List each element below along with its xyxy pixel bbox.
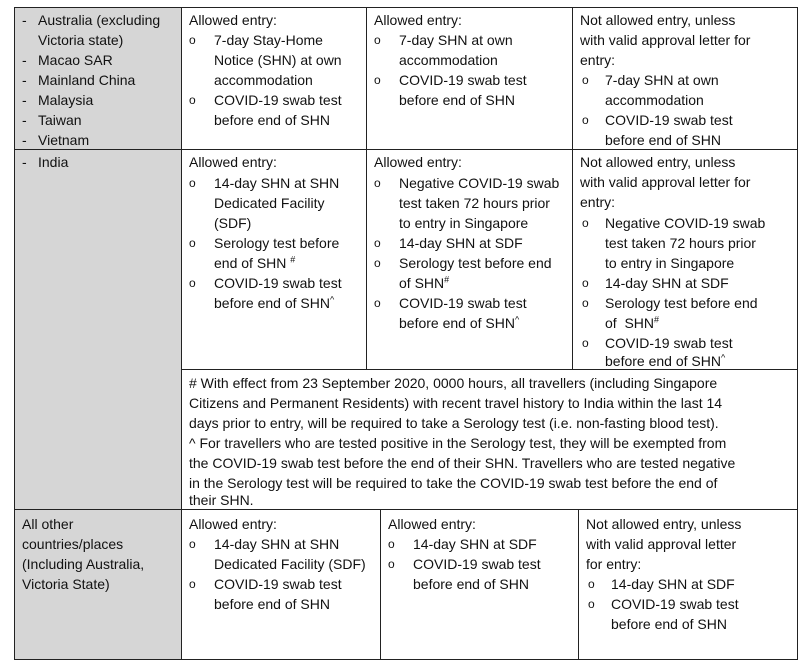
cell-heading: Not allowed entry, unless — [580, 12, 736, 28]
item-text: COVID-19 swab test — [611, 596, 739, 612]
footnote-marker: # — [444, 274, 450, 285]
dash: - — [22, 52, 27, 68]
cell-heading: for entry: — [586, 556, 642, 572]
item-text: before end of SHN — [214, 112, 330, 128]
dash: - — [22, 72, 27, 88]
item-text: before end of SHN^ — [399, 314, 520, 331]
dash: - — [22, 112, 27, 128]
item-text: of SHN# — [605, 314, 660, 331]
country-label: Victoria state) — [38, 32, 124, 48]
item-text: before end of SHN — [214, 596, 330, 612]
cell-heading: with valid approval letter — [586, 536, 737, 552]
cell-heading: with valid approval letter for — [580, 32, 751, 48]
bullet-icon: o — [374, 33, 381, 47]
footnote-marker: # — [654, 314, 660, 325]
item-text: 14-day SHN at SHN — [214, 175, 340, 191]
cell-heading: entry: — [580, 194, 616, 210]
cell-heading: with valid approval letter for — [580, 174, 751, 190]
country-label: Macao SAR — [38, 52, 113, 68]
cell-heading: Allowed entry: — [189, 12, 277, 28]
bullet-icon: o — [374, 73, 381, 87]
country-label: Taiwan — [38, 112, 82, 128]
bullet-icon: o — [582, 216, 589, 230]
country-label: (Including Australia, — [22, 556, 145, 572]
country-label: India — [38, 154, 69, 170]
footnote-marker: ^ — [329, 294, 335, 305]
bullet-icon: o — [582, 113, 589, 127]
footnote-line: Citizens and Permanent Residents) with recent travel history to India within the last 14 — [189, 395, 723, 411]
item-text: 7-day SHN at own — [605, 72, 719, 88]
item-text: COVID-19 swab test — [605, 112, 733, 128]
cell-heading: Allowed entry: — [374, 154, 462, 170]
item-text: before end of SHN^ — [214, 294, 335, 311]
footnote-marker: ^ — [720, 352, 726, 363]
item-text: test taken 72 hours prior — [605, 235, 756, 251]
item-text: before end of SHN — [605, 132, 721, 148]
item-text: 14-day SHN at SHN — [214, 536, 340, 552]
item-text: (SDF) — [214, 215, 252, 231]
bullet-icon: o — [189, 176, 196, 190]
bullet-icon: o — [374, 176, 381, 190]
bullet-icon: o — [582, 276, 589, 290]
bullet-icon: o — [374, 296, 381, 310]
bullet-icon: o — [588, 597, 595, 611]
item-text: 7-day Stay-Home — [214, 32, 323, 48]
bullet-icon: o — [189, 276, 196, 290]
item-text: of SHN# — [399, 274, 450, 291]
item-text: accommodation — [399, 52, 498, 68]
dash: - — [22, 12, 27, 28]
country-label: Vietnam — [38, 132, 90, 148]
cell-heading: Not allowed entry, unless — [580, 154, 736, 170]
item-text: COVID-19 swab test — [214, 275, 342, 291]
item-text: 14-day SHN at SDF — [611, 576, 735, 592]
item-text: accommodation — [605, 92, 704, 108]
country-label: countries/places — [22, 536, 124, 552]
dash: - — [22, 154, 27, 170]
item-text: Negative COVID-19 swab — [605, 215, 766, 231]
footnote-line: in the Serology test will be required to take the COVID-19 swab test before the end of — [189, 475, 718, 491]
footnote-line: ^ For travellers who are tested positive in the Serology test, they will be exempted from — [189, 435, 727, 451]
cell-heading: Allowed entry: — [388, 516, 476, 532]
bullet-icon: o — [588, 577, 595, 591]
item-text: Dedicated Facility — [214, 195, 325, 211]
country-label: Mainland China — [38, 72, 136, 88]
item-text: Serology test before end — [605, 295, 758, 311]
item-text: Serology test before — [214, 235, 340, 251]
item-text: COVID-19 swab test — [214, 92, 342, 108]
item-text: Notice (SHN) at own — [214, 52, 342, 68]
item-text: accommodation — [214, 72, 313, 88]
item-text: before end of SHN — [413, 576, 529, 592]
dash: - — [22, 92, 27, 108]
country-cell-row2 — [14, 149, 181, 509]
item-text: COVID-19 swab test — [214, 576, 342, 592]
bullet-icon: o — [388, 537, 395, 551]
bullet-icon: o — [374, 256, 381, 270]
item-text: before end of SHN — [399, 92, 515, 108]
cell-heading: Allowed entry: — [189, 516, 277, 532]
country-label: Victoria State) — [22, 576, 110, 592]
bullet-icon: o — [582, 73, 589, 87]
bullet-icon: o — [374, 236, 381, 250]
bullet-icon: o — [189, 33, 196, 47]
item-text: COVID-19 swab test — [413, 556, 541, 572]
item-text: to entry in Singapore — [399, 215, 529, 231]
footnote-marker: ^ — [514, 314, 520, 325]
bullet-icon: o — [582, 336, 589, 350]
bullet-icon: o — [189, 236, 196, 250]
footnote-marker: # — [290, 254, 296, 265]
cell-heading: Allowed entry: — [374, 12, 462, 28]
item-text: to entry in Singapore — [605, 255, 735, 271]
item-text: test taken 72 hours prior — [399, 195, 550, 211]
bullet-icon: o — [388, 557, 395, 571]
item-text: before end of SHN^ — [605, 352, 726, 369]
cell-heading: Not allowed entry, unless — [586, 516, 742, 532]
bullet-icon: o — [189, 577, 196, 591]
item-text: 14-day SHN at SDF — [605, 275, 729, 291]
country-label: Malaysia — [38, 92, 94, 108]
item-text: COVID-19 swab test — [605, 335, 733, 351]
item-text: Negative COVID-19 swab — [399, 175, 560, 191]
bullet-icon: o — [582, 296, 589, 310]
footnote-line: their SHN. — [189, 492, 254, 508]
footnote-line: # With effect from 23 September 2020, 0000 hours, all travellers (including Singapore — [189, 375, 718, 391]
item-text: 7-day SHN at own — [399, 32, 513, 48]
bullet-icon: o — [189, 93, 196, 107]
cell-heading: Allowed entry: — [189, 154, 277, 170]
item-text: COVID-19 swab test — [399, 295, 527, 311]
item-text: before end of SHN — [611, 616, 727, 632]
dash: - — [22, 132, 27, 148]
item-text: Dedicated Facility (SDF) — [214, 556, 366, 572]
item-text: 14-day SHN at SDF — [399, 235, 523, 251]
item-text: Serology test before end — [399, 255, 552, 271]
bullet-icon: o — [189, 537, 196, 551]
item-text: end of SHN # — [214, 254, 296, 271]
country-label: Australia (excluding — [38, 12, 161, 28]
footnote-line: days prior to entry, will be required to take a Serology test (i.e. non-fasting blood test). — [189, 415, 719, 431]
footnote-line: the COVID-19 swab test before the end of their SHN. Travellers who are tested negative — [189, 455, 736, 471]
item-text: COVID-19 swab test — [399, 72, 527, 88]
cell-heading: entry: — [580, 52, 616, 68]
item-text: 14-day SHN at SDF — [413, 536, 537, 552]
country-label: All other — [22, 516, 74, 532]
